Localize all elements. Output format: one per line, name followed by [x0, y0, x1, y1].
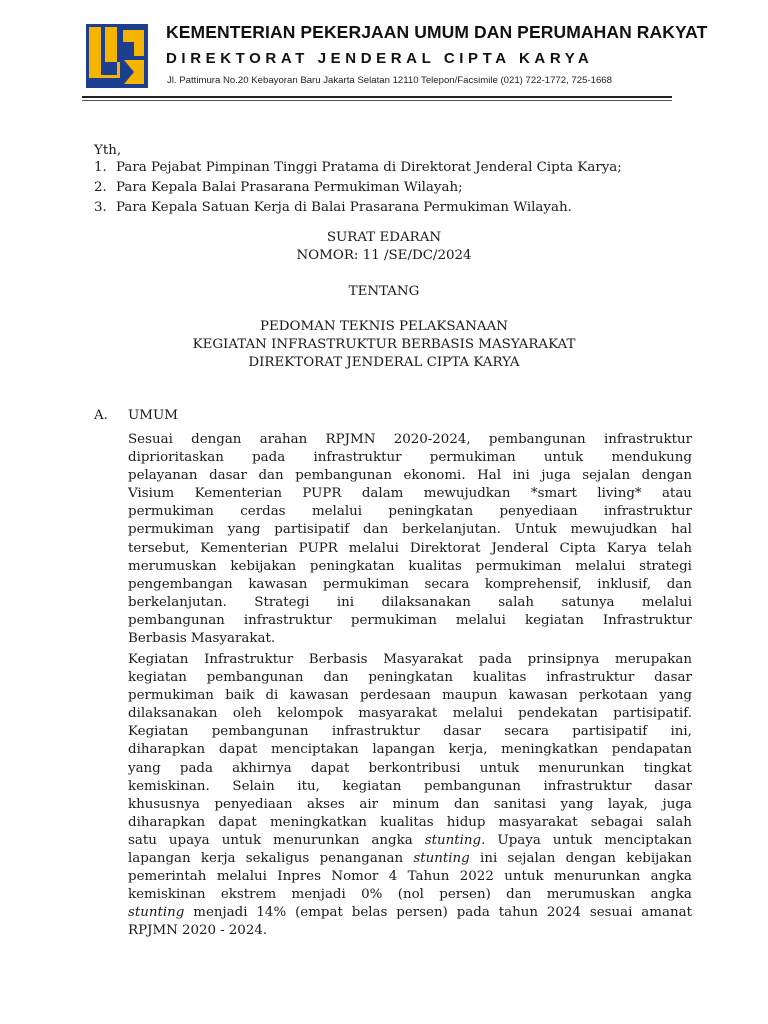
word: pelayanan — [128, 468, 198, 484]
word: Masyarakat. — [190, 631, 276, 647]
section-letter: A. — [94, 408, 108, 423]
word: berkontribusi — [368, 760, 461, 776]
word: secara — [424, 576, 470, 592]
word: infrastruktur — [313, 450, 402, 466]
word: kegiatan — [128, 670, 187, 686]
word: strategi — [639, 558, 692, 574]
word: menurunkan — [273, 832, 360, 848]
word: melalui — [452, 706, 503, 722]
paragraph-line — [128, 868, 692, 886]
recipient-item — [94, 158, 622, 178]
word: dilaksanakan — [128, 706, 218, 722]
word: penyediaan — [499, 504, 578, 520]
word: angka — [650, 887, 692, 903]
subject-line: KEGIATAN INFRASTRUKTUR BERBASIS MASYARAKAT — [192, 337, 576, 352]
word: Berbasis — [128, 631, 187, 647]
word: tersebut, — [128, 540, 190, 556]
word: satunya — [561, 594, 615, 610]
word: untuk — [552, 832, 593, 848]
word: Selain — [232, 778, 275, 794]
word: persen) — [396, 905, 448, 921]
word: maupun — [442, 688, 498, 704]
word: dasar — [654, 778, 692, 794]
word: salah — [656, 814, 692, 830]
word: meningkatkan — [501, 742, 599, 758]
word: partisipatif. — [613, 706, 692, 722]
word: menurunkan — [538, 760, 625, 776]
word: kualitas — [408, 558, 462, 574]
word: pembangunan — [128, 612, 225, 628]
word: infrastruktur — [546, 670, 635, 686]
word: untuk — [479, 760, 520, 776]
word: Inpres — [277, 869, 321, 885]
recipient-text: Para Kepala Balai Prasarana Permukiman Wilayah; — [116, 180, 463, 195]
word: Kegiatan — [128, 724, 189, 740]
word: RPJMN — [325, 432, 376, 447]
word: 2020-2024, — [393, 432, 471, 447]
salutation: Yth, — [94, 143, 122, 158]
paragraph-line — [128, 741, 692, 759]
word: infrastruktur — [543, 778, 632, 794]
word: penyediaan — [214, 796, 293, 812]
word: menciptakan — [604, 832, 692, 848]
word: air — [359, 796, 379, 812]
word: hidup — [446, 814, 486, 830]
word: merupakan — [615, 652, 692, 667]
circular-subject — [0, 318, 768, 372]
word: belas — [351, 905, 388, 921]
paragraph-line — [128, 630, 692, 648]
word: peningkatan — [368, 670, 454, 686]
word: Jenderal — [491, 540, 549, 556]
circular-about: TENTANG — [348, 284, 420, 299]
paragraph-line — [128, 449, 692, 467]
word: permukiman — [128, 504, 214, 520]
word: perkotaan — [578, 688, 648, 704]
word: persen) — [439, 887, 491, 903]
word: permukiman — [429, 450, 516, 466]
word: pendapatan — [611, 742, 692, 758]
word: dasar — [443, 724, 481, 740]
subject-line: DIREKTORAT JENDERAL CIPTA KARYA — [248, 355, 520, 370]
word: dapat — [218, 742, 258, 758]
word: pemerintah — [128, 869, 207, 885]
word: pada — [252, 450, 286, 466]
word: living* — [597, 486, 642, 502]
word: salah — [498, 594, 535, 610]
word: stunting — [413, 851, 470, 867]
word: lapangan — [128, 851, 191, 867]
paragraph-line — [128, 594, 692, 612]
word: di — [265, 688, 279, 704]
word: Karya — [606, 540, 647, 556]
word: penanganan — [319, 851, 404, 867]
word: menjadi — [291, 887, 346, 903]
word: yang — [560, 796, 594, 812]
word: juga — [541, 468, 571, 484]
ministry-name: KEMENTERIAN PEKERJAAN UMUM DAN PERUMAHAN RAKYAT — [166, 22, 708, 42]
word: baik — [225, 688, 255, 704]
word: Tahun — [407, 869, 450, 885]
word: Kementerian — [200, 540, 288, 556]
word: angka — [650, 869, 692, 885]
word: mendukung — [611, 450, 692, 466]
word: dilaksanakan — [381, 594, 471, 610]
word: kawasan — [508, 688, 568, 704]
word: 2020 — [181, 923, 217, 939]
word: ekstrem — [220, 887, 277, 903]
word: *smart — [530, 486, 577, 502]
paragraph-line — [128, 467, 692, 485]
recipient-number: 1. — [94, 160, 107, 175]
word: secara — [504, 724, 549, 740]
section-title: UMUM — [128, 408, 178, 423]
word: masyarakat — [358, 706, 438, 722]
word: yang — [128, 760, 161, 776]
word: hal — [671, 522, 692, 538]
paragraph-line — [128, 904, 692, 922]
word: permukiman — [475, 558, 562, 574]
word: pembangunan — [206, 670, 304, 686]
word: partisipatif — [572, 724, 648, 740]
word: ini — [480, 851, 498, 867]
recipient-list — [94, 158, 622, 218]
word: pada — [456, 905, 490, 921]
word: sejalan — [507, 851, 556, 867]
word: - — [220, 923, 225, 939]
word: 14% — [256, 905, 287, 921]
word: pembangunan — [211, 724, 309, 740]
paragraph-line — [128, 796, 692, 814]
paragraph-line — [128, 485, 692, 503]
word: itu, — [297, 778, 320, 794]
word: dan — [454, 796, 480, 812]
directorate-name: DIREKTORAT JENDERAL CIPTA KARYA — [166, 50, 594, 67]
paragraph-line — [128, 612, 692, 630]
word: untuk — [543, 450, 584, 466]
paragraph-line — [128, 558, 692, 576]
recipient-text: Para Pejabat Pimpinan Tinggi Pratama di Direktorat Jenderal Cipta Karya; — [116, 160, 622, 175]
word: yang — [659, 688, 692, 704]
word: tahun — [498, 905, 538, 921]
word: kelompok — [277, 706, 343, 722]
word: sebagai — [590, 814, 643, 830]
paragraph-line — [128, 886, 692, 904]
word: permukiman — [350, 612, 437, 628]
word: komprehensif, — [484, 576, 582, 592]
word: kemiskinan. — [128, 778, 210, 794]
word: pendekatan — [518, 706, 598, 722]
word: Nomor — [331, 869, 379, 885]
paragraph-line — [128, 778, 692, 796]
word: akses — [307, 796, 345, 812]
word: Kementerian — [194, 486, 282, 502]
word: Hal — [477, 468, 502, 484]
letterhead-rule-thin — [82, 100, 672, 101]
word: berkelanjutan. — [128, 594, 227, 610]
word: (nol — [397, 887, 424, 903]
word: dapat — [310, 760, 350, 776]
word: akhirnya — [232, 760, 292, 776]
word: menurunkan — [554, 869, 641, 885]
word: RPJMN — [128, 923, 178, 939]
word: dengan — [191, 432, 242, 447]
word: 2022 — [459, 869, 494, 885]
word: melalui — [575, 558, 626, 574]
word: satu — [128, 832, 157, 848]
paragraph-line — [128, 814, 692, 832]
paragraph-line — [128, 705, 692, 723]
word: diprioritaskan — [128, 450, 224, 466]
word: kualitas — [472, 670, 527, 686]
word: sesuai — [589, 905, 633, 921]
word: kemiskinan — [128, 887, 206, 903]
word: Infrastruktur — [204, 652, 294, 667]
word: perdesaan — [359, 688, 431, 704]
paragraph-line — [128, 669, 692, 687]
word: (empat — [295, 905, 343, 921]
word: untuk — [221, 832, 262, 848]
recipient-item — [94, 178, 622, 198]
paragraph-line — [128, 687, 692, 705]
word: diharapkan — [128, 742, 206, 758]
word: oleh — [232, 706, 262, 722]
word: Sesuai — [128, 432, 173, 447]
word: permukiman — [128, 688, 214, 704]
paragraph-line — [128, 576, 692, 594]
word: kawasan — [248, 576, 308, 592]
word: kerja, — [448, 742, 488, 758]
word: kerja — [200, 851, 236, 867]
word: angka — [371, 832, 413, 848]
paragraph-line — [128, 832, 692, 850]
paragraph-line — [128, 521, 692, 539]
paragraph-line — [128, 723, 692, 741]
word: kawasan — [289, 688, 349, 704]
paragraph — [128, 431, 692, 648]
word: mewujudkan — [570, 522, 658, 538]
word: infrastruktur — [331, 724, 420, 740]
word: melalui — [348, 540, 399, 556]
word: sanitasi — [493, 796, 547, 812]
word: arahan — [259, 432, 308, 447]
word: kualitas — [380, 814, 434, 830]
word: 2024 — [546, 905, 581, 921]
paragraph — [128, 651, 692, 941]
word: Upaya — [497, 832, 541, 848]
word: menjadi — [193, 905, 248, 921]
word: dalam — [361, 486, 404, 502]
word: menciptakan — [270, 742, 359, 758]
paragraph-line — [128, 760, 692, 778]
word: ini, — [670, 724, 692, 740]
word: stunting — [128, 905, 185, 921]
recipient-item — [94, 198, 622, 218]
word: peningkatan — [309, 558, 395, 574]
word: ini — [512, 468, 530, 484]
word: juga — [662, 796, 692, 812]
word: dan — [506, 887, 532, 903]
word: minum — [392, 796, 440, 812]
word: upaya — [168, 832, 210, 848]
word: pada — [179, 760, 213, 776]
word: yang — [227, 522, 261, 538]
word: Strategi — [254, 594, 310, 610]
circular-title: SURAT EDARAN — [326, 230, 442, 245]
word: 4 — [388, 869, 398, 885]
word: kebijakan — [230, 558, 297, 574]
word: permukiman — [128, 522, 214, 538]
word: kebijakan — [626, 851, 692, 867]
word: dengan — [641, 468, 692, 484]
word: pembangunan — [488, 432, 586, 447]
word: pembangunan — [295, 468, 392, 484]
word: dan — [666, 576, 692, 592]
recipient-number: 2. — [94, 180, 107, 195]
word: khususnya — [128, 796, 200, 812]
word: Infrastruktur — [602, 612, 692, 628]
paragraph-line — [128, 431, 692, 449]
word: pada — [478, 652, 512, 667]
word: telah — [657, 540, 692, 556]
word: dapat — [218, 814, 257, 830]
letterhead-address: Jl. Pattimura No.20 Kebayoran Baru Jakarta Selatan 12110 Telepon/Facsimile (021) 722-1772, 725-1668 — [167, 75, 612, 86]
word: Visium — [128, 486, 175, 502]
word: peningkatan — [388, 504, 474, 520]
word: Berbasis — [308, 652, 368, 667]
word: inklusif, — [597, 576, 652, 592]
word: tingkat — [643, 760, 692, 776]
word: diharapkan — [128, 814, 206, 830]
word: melalui — [455, 612, 506, 628]
word: dan — [258, 468, 284, 484]
word: berkelanjutan. — [402, 522, 501, 538]
word: merumuskan — [128, 558, 217, 574]
word: PUPR — [302, 486, 342, 502]
word: dasar — [209, 468, 247, 484]
word: merumuskan — [546, 887, 636, 903]
circular-number: NOMOR: 11 /SE/DC/2024 — [296, 248, 472, 263]
word: melalui — [216, 869, 267, 885]
word: infrastruktur — [243, 612, 332, 628]
word: cerdas — [240, 504, 286, 520]
word: kegiatan — [342, 778, 402, 794]
word: Cipta — [559, 540, 596, 556]
word: permukiman — [322, 576, 409, 592]
word: sekaligus — [245, 851, 310, 867]
word: 2024. — [228, 923, 268, 939]
word: Kegiatan — [128, 652, 189, 667]
word: Masyarakat — [383, 652, 464, 667]
word: dan — [363, 522, 389, 538]
word: ekonomi. — [403, 468, 466, 484]
paragraph-line — [128, 503, 692, 521]
word: atau — [661, 486, 692, 502]
word: melalui — [311, 504, 363, 520]
paragraph-line — [128, 651, 692, 669]
word: masyarakat — [498, 814, 578, 830]
word: melalui — [641, 594, 692, 610]
word: dan — [323, 670, 349, 686]
word: kegiatan — [524, 612, 584, 628]
word: layak, — [607, 796, 649, 812]
word: amanat — [641, 905, 692, 921]
word: pembangunan — [424, 778, 521, 794]
word: dengan — [565, 851, 616, 867]
word: lapangan — [372, 742, 435, 758]
word: Untuk — [514, 522, 557, 538]
word: infrastruktur — [603, 432, 692, 447]
paragraph-line — [128, 540, 692, 558]
word: dasar — [654, 670, 692, 686]
word: mewujudkan — [423, 486, 511, 502]
recipient-number: 3. — [94, 200, 107, 215]
subject-line: PEDOMAN TEKNIS PELAKSANAAN — [260, 319, 508, 334]
recipient-text: Para Kepala Satuan Kerja di Balai Prasarana Permukiman Wilayah. — [116, 200, 572, 215]
word: 0% — [361, 887, 383, 903]
letterhead-rule — [82, 96, 672, 98]
word: infrastruktur — [603, 504, 692, 520]
word: prinsipnya — [527, 652, 600, 667]
word: stunting. — [424, 832, 486, 848]
word: Direktorat — [409, 540, 481, 556]
word: sejalan — [582, 468, 631, 484]
word: partisipatif — [274, 522, 350, 538]
word: PUPR — [298, 540, 338, 556]
paragraph-line — [128, 922, 692, 940]
word: untuk — [504, 869, 544, 885]
word: pengembangan — [128, 576, 233, 592]
word: ini — [336, 594, 355, 610]
paragraph-line — [128, 850, 692, 868]
ministry-logo — [86, 20, 152, 90]
word: meningkatkan — [269, 814, 367, 830]
